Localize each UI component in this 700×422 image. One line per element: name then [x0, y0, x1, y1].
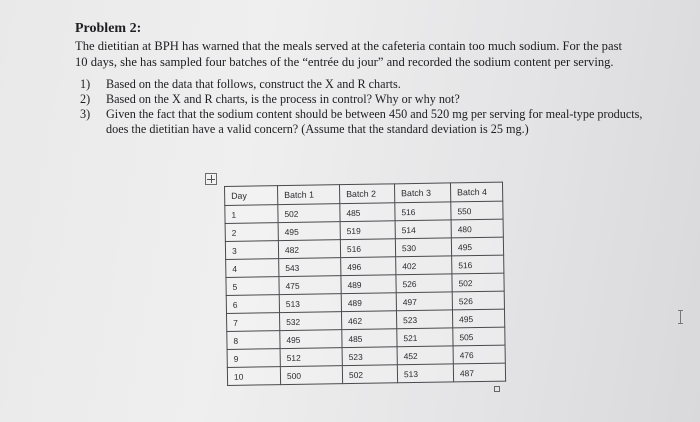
- table-cell: 502: [452, 273, 504, 292]
- column-header-batch-2: Batch 2: [339, 184, 394, 204]
- table-cell: 526: [452, 291, 504, 310]
- table-cell: 519: [340, 221, 395, 240]
- table-cell: 495: [280, 330, 342, 349]
- table-cell: 523: [342, 347, 397, 366]
- table-cell: 475: [279, 276, 341, 295]
- table-cell: 482: [278, 240, 340, 259]
- table-cell: 495: [452, 309, 504, 328]
- table-cell: 462: [341, 311, 396, 330]
- table-cell: 513: [279, 294, 341, 313]
- table-cell: 516: [452, 255, 504, 274]
- question-item: [80, 92, 650, 107]
- table-cell: 532: [279, 312, 341, 331]
- table-cell: 497: [396, 292, 452, 311]
- table-cell: 485: [342, 329, 397, 348]
- question-number: 2): [80, 92, 91, 106]
- question-item: [80, 107, 650, 137]
- table-cell: 489: [341, 275, 396, 294]
- table-move-handle-icon[interactable]: [205, 173, 217, 185]
- table-resize-handle[interactable]: [494, 386, 500, 392]
- table-cell: 10: [227, 367, 280, 386]
- problem-title: Problem 2:: [75, 21, 142, 36]
- table-cell: 9: [227, 349, 280, 368]
- table-cell: 4: [226, 259, 279, 278]
- table-cell: 543: [279, 258, 341, 277]
- table-cell: 500: [280, 366, 342, 385]
- table-cell: 496: [341, 257, 396, 276]
- table-cell: 495: [451, 237, 503, 256]
- table-cell: 7: [227, 313, 280, 332]
- question-text: Based on the X and R charts, is the process in control? Why or why not?: [106, 92, 460, 106]
- text-cursor-icon: [680, 310, 681, 324]
- question-list: [80, 77, 650, 137]
- table-cell: 514: [395, 220, 451, 239]
- table-cell: 495: [278, 222, 340, 241]
- table-cell: 3: [225, 241, 278, 260]
- column-header-batch-1: Batch 1: [278, 185, 340, 205]
- table-cell: 530: [395, 238, 451, 257]
- table-cell: 505: [453, 327, 505, 346]
- table-cell: 8: [227, 331, 280, 350]
- column-header-batch-3: Batch 3: [394, 183, 450, 203]
- table-cell: 489: [341, 293, 396, 312]
- question-item: [80, 77, 650, 92]
- table-cell: 502: [278, 204, 340, 223]
- table-cell: 1: [225, 205, 278, 224]
- table-cell: 512: [280, 348, 342, 367]
- table-cell: 521: [397, 328, 453, 347]
- table-cell: 516: [340, 239, 395, 258]
- table-cell: 5: [226, 277, 279, 296]
- sodium-data-table: [224, 182, 506, 386]
- table-cell: 2: [225, 223, 278, 242]
- question-number: 1): [80, 77, 91, 91]
- table-cell: 6: [226, 295, 279, 314]
- table-cell: 513: [397, 364, 453, 383]
- question-text: Given the fact that the sodium content should be between 450 and 520 mg per serving for meal-type products, does the dietitian have a valid concern? (Assume that the standard deviation is 25 mg.): [106, 107, 643, 136]
- question-number: 3): [80, 107, 91, 121]
- table-cell: 487: [453, 363, 505, 382]
- sodium-table-wrapper: [224, 182, 506, 386]
- table-cell: 452: [397, 346, 453, 365]
- table-cell: 485: [340, 203, 395, 222]
- problem-intro: The dietitian at BPH has warned that the meals served at the cafeteria contain too much sodium. For the past 10 days, she has sampled four batches of the “entrée du jour” and recorded the sodium content per serving.: [75, 39, 622, 69]
- table-cell: 476: [453, 345, 505, 364]
- table-cell: 550: [451, 201, 503, 220]
- table-cell: 402: [396, 256, 452, 275]
- table-cell: 502: [342, 365, 397, 384]
- column-header-batch-4: Batch 4: [450, 182, 502, 202]
- table-cell: 516: [395, 202, 451, 221]
- column-header-day: Day: [225, 186, 278, 206]
- question-text: Based on the data that follows, construct the X and R charts.: [106, 77, 401, 91]
- table-cell: 526: [396, 274, 452, 293]
- table-row: [227, 363, 505, 385]
- table-cell: 480: [451, 219, 503, 238]
- table-cell: 523: [396, 310, 452, 329]
